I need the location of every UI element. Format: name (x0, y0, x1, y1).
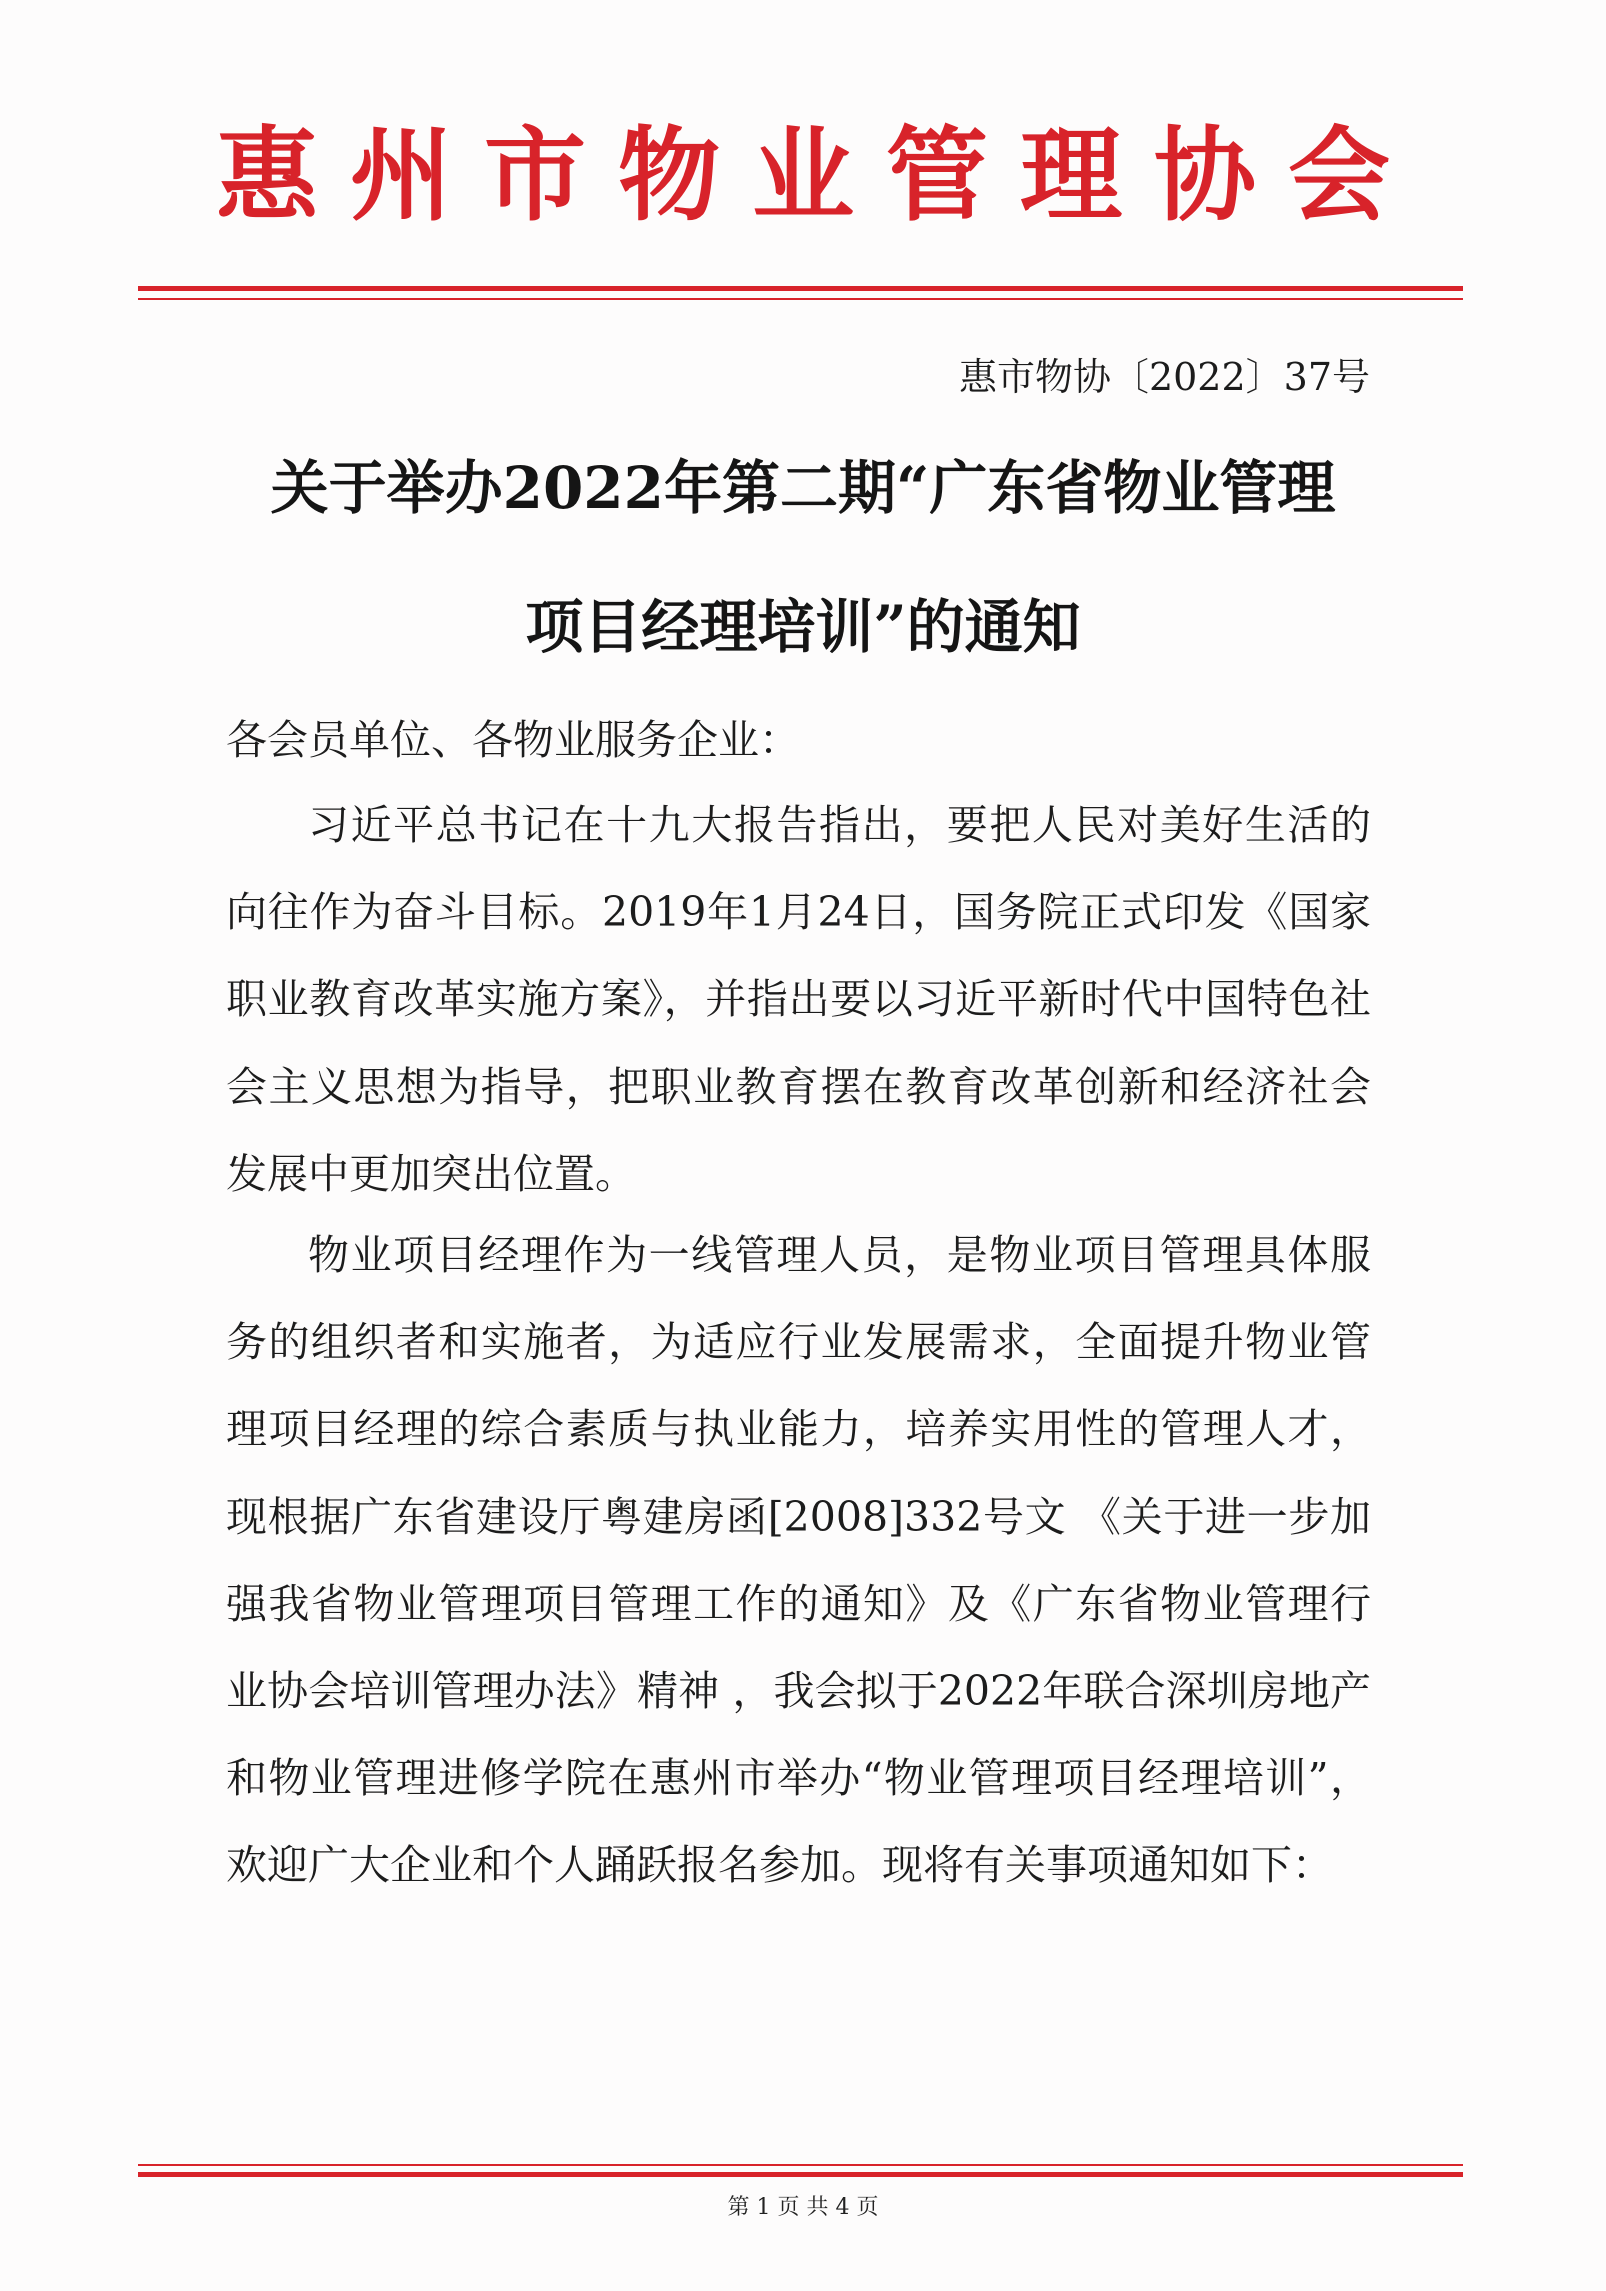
salutation: 各会员单位、各物业服务企业： (226, 716, 800, 764)
body-paragraph-1: 习近平总书记在十九大报告指出，要把人民对美好生活的向往作为奋斗目标。2019年1月24日，国务院正式印发《国家职业教育改革实施方案》，并指出要以习近平新时代中国特色社会主义思想为指导，把职业教育摆在教育改革创新和经济社会发展中更加突出位置。 (226, 801, 1371, 1198)
footer-rule-thin (138, 2164, 1463, 2166)
document-title-line-2: 项目经理培训”的通知 (525, 593, 1081, 661)
page-number: 第 1 页 共 4 页 (727, 2195, 879, 2220)
document-number: 惠市物协〔2022〕37号 (958, 355, 1370, 399)
letterhead-rule-thin (138, 298, 1463, 300)
footer-rule-thick (138, 2172, 1463, 2177)
letterhead-title: 惠州市物业管理协会 (216, 116, 1422, 236)
letterhead-rule-thick (138, 286, 1463, 291)
body-paragraph-2: 物业项目经理作为一线管理人员，是物业项目管理具体服务的组织者和实施者，为适应行业发展需求，全面提升物业管理项目经理的综合素质与执业能力，培养实用性的管理人才，现根据广东省建设厅粤建房函[2008]332号文 《关于进一步加强我省物业管理项目管理工作的通知》及《广东省物业管理行业协会培训管理办法》精神 ，我会拟于2022年联合深圳房地产和物业管理进修学院在惠州市举办“物业管理项目经理培训”，欢迎广大企业和个人踊跃报名参加。现将有关事项通知如下： (226, 1231, 1371, 1890)
document-title-line-1: 关于举办2022年第二期“广东省物业管理 (270, 454, 1336, 522)
